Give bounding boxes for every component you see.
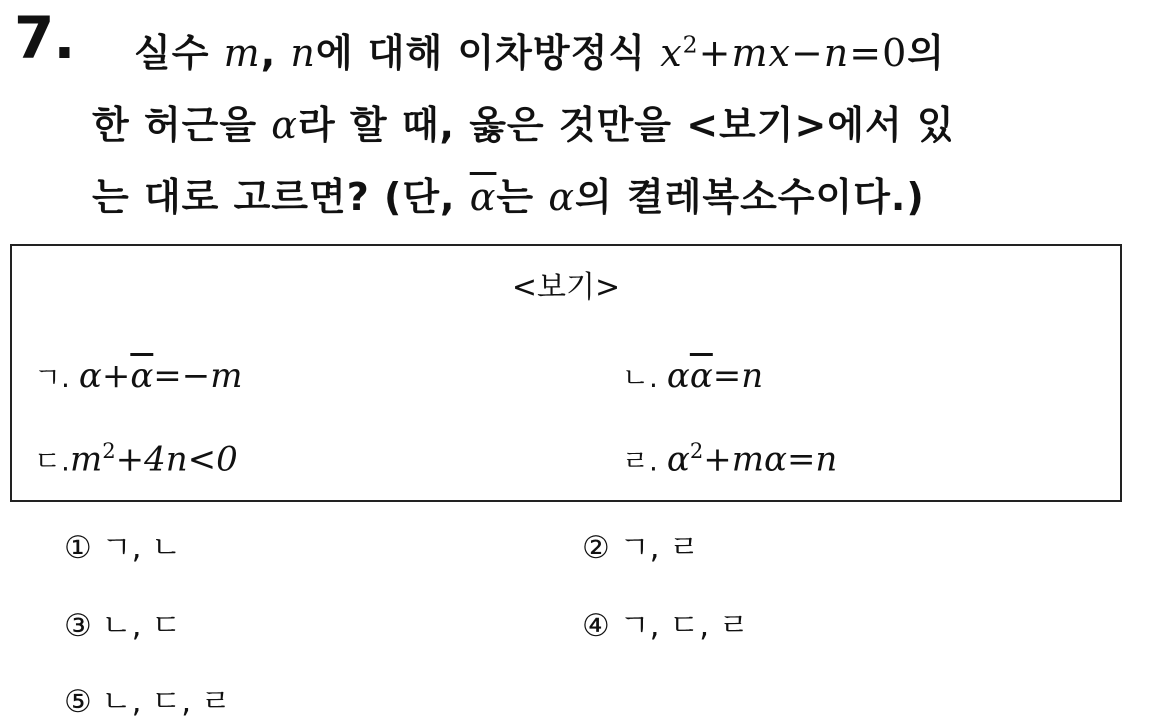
statement-nieun bbox=[622, 356, 763, 396]
question-text: 는 대로 고르면? (단, bbox=[92, 175, 470, 219]
equation-terms: +mx−n bbox=[698, 31, 850, 75]
bogi-title: <보기> bbox=[511, 270, 621, 305]
math-exponent: 2 bbox=[689, 438, 704, 463]
math-exponent: 2 bbox=[102, 438, 116, 463]
math-operator: + bbox=[101, 356, 131, 396]
math-alpha: α bbox=[78, 356, 102, 396]
math-m: m bbox=[69, 439, 103, 480]
question-line-3 bbox=[92, 166, 925, 221]
math-alpha-conjugate: $\overline{\alpha}$ bbox=[689, 356, 713, 396]
question-text: 의 켤레복소수이다.) bbox=[575, 175, 925, 219]
math-alpha: α bbox=[666, 356, 690, 396]
math-alpha: α bbox=[548, 175, 576, 219]
math-alpha-conjugate: $\overline{\alpha}$ bbox=[469, 175, 497, 219]
statement-label: ㄴ. bbox=[622, 361, 667, 394]
math-alpha: α bbox=[271, 103, 298, 147]
math-alpha-conjugate: $\overline{\alpha}$ bbox=[130, 356, 154, 396]
statement-rieul bbox=[622, 438, 837, 479]
math-alpha: α bbox=[666, 439, 690, 480]
question-text: 한 허근을 bbox=[92, 103, 272, 147]
question-text: 실수 bbox=[134, 31, 224, 75]
statement-label: ㄷ. bbox=[34, 444, 70, 478]
choice-3[interactable]: ③ ㄴ, ㄷ bbox=[64, 608, 182, 644]
statement-label: ㄹ. bbox=[622, 444, 667, 478]
choice-4[interactable]: ④ ㄱ, ㄷ, ㄹ bbox=[582, 608, 749, 644]
choice-5[interactable]: ⑤ ㄴ, ㄷ, ㄹ bbox=[64, 684, 231, 720]
statement-giyeok bbox=[34, 356, 243, 396]
choice-2[interactable]: ② ㄱ, ㄹ bbox=[582, 530, 700, 566]
math-rest: =−m bbox=[153, 356, 243, 396]
equation-x: x bbox=[660, 31, 683, 75]
equation-rhs: =0 bbox=[849, 31, 908, 75]
math-rest: +4n<0 bbox=[115, 439, 238, 480]
question-text: 에 대해 이차방정식 bbox=[315, 31, 661, 75]
statement-label: ㄱ. bbox=[34, 361, 79, 394]
question-text: 는 bbox=[496, 175, 549, 219]
math-m: m bbox=[223, 31, 261, 75]
bogi-box bbox=[10, 244, 1122, 502]
question-text: , bbox=[260, 31, 291, 75]
equation-exponent: 2 bbox=[682, 30, 699, 59]
question-line-1 bbox=[134, 22, 945, 77]
math-rest: +mα=n bbox=[703, 439, 838, 480]
question-text: 라 할 때, 옳은 것만을 <보기>에서 있 bbox=[297, 103, 955, 147]
statement-digeut bbox=[34, 438, 238, 479]
math-rest: =n bbox=[712, 356, 764, 396]
question-number: 7. bbox=[14, 4, 75, 72]
question-text: 의 bbox=[907, 31, 946, 75]
math-n: n bbox=[290, 31, 316, 75]
question-line-2 bbox=[92, 94, 955, 149]
choice-1[interactable]: ① ㄱ, ㄴ bbox=[64, 530, 182, 566]
